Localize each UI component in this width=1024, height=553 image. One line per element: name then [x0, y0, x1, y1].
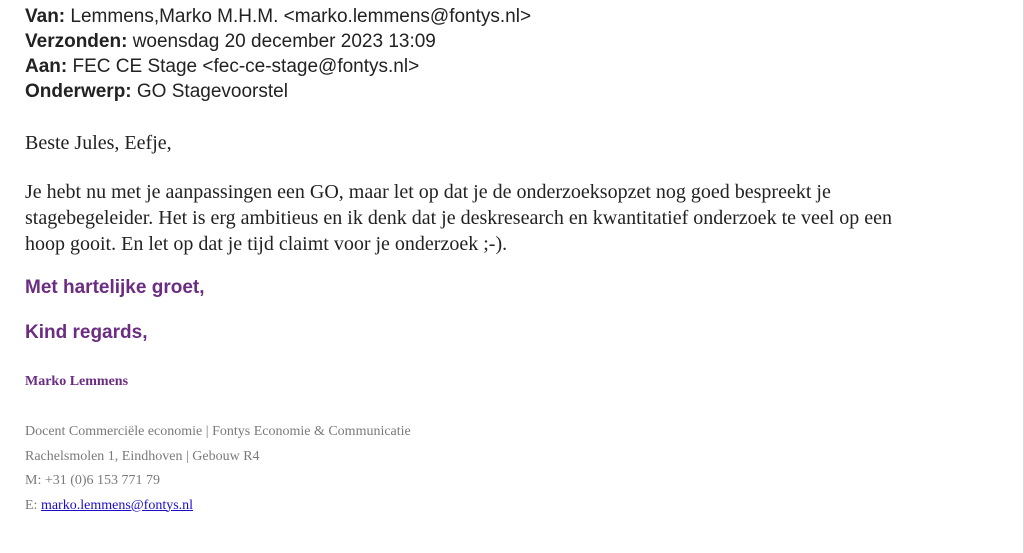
subject-value: GO Stagevoorstel [136, 81, 288, 102]
signature-email-link[interactable]: marko.lemmens@fontys.nl [40, 497, 194, 513]
from-value[interactable]: Lemmens,Marko M.H.M. <marko.lemmens@fontys.nl> [70, 6, 532, 27]
signature-block [25, 420, 411, 518]
signature-name: Marko Lemmens [25, 374, 129, 389]
closing-dutch: Met hartelijke groet, [25, 277, 205, 298]
header-subject-row [25, 79, 531, 104]
greeting: Beste Jules, Eefje, [25, 132, 172, 154]
email-header [25, 4, 531, 104]
header-from-row [25, 4, 531, 29]
signature-address: Rachelsmolen 1, Eindhoven | Gebouw R4 [25, 448, 260, 464]
signature-role: Docent Commerciële economie | Fontys Economie & Communicatie [25, 424, 411, 439]
closing-english: Kind regards, [25, 322, 148, 343]
paragraph-line: Je hebt nu met je aanpassingen een GO, maar let op dat je de onderzoeksopzet nog goed bespreekt je [25, 181, 831, 203]
signature-mobile: M: +31 (0)6 153 771 79 [25, 473, 161, 488]
from-label: Van: [25, 6, 66, 27]
sent-label: Verzonden: [25, 31, 128, 52]
to-value[interactable]: FEC CE Stage <fec-ce-stage@fontys.nl> [72, 56, 420, 77]
to-label: Aan: [25, 56, 68, 77]
message-paragraph [25, 179, 1015, 257]
paragraph-line: stagebegeleider. Het is erg ambitieus en ik denk dat je deskresearch en kwantitatief onderzoek te veel op een [25, 207, 893, 229]
paragraph-line: hoop gooit. En let op dat je tijd claimt voor je onderzoek ;-). [25, 233, 508, 255]
header-to-row [25, 54, 531, 79]
signature-email-row [25, 494, 411, 519]
signature-email-prefix: E: [25, 497, 41, 513]
sent-value: woensdag 20 december 2023 13:09 [132, 31, 436, 52]
subject-label: Onderwerp: [25, 81, 132, 102]
header-sent-row [25, 29, 531, 54]
email-body [25, 130, 1015, 257]
